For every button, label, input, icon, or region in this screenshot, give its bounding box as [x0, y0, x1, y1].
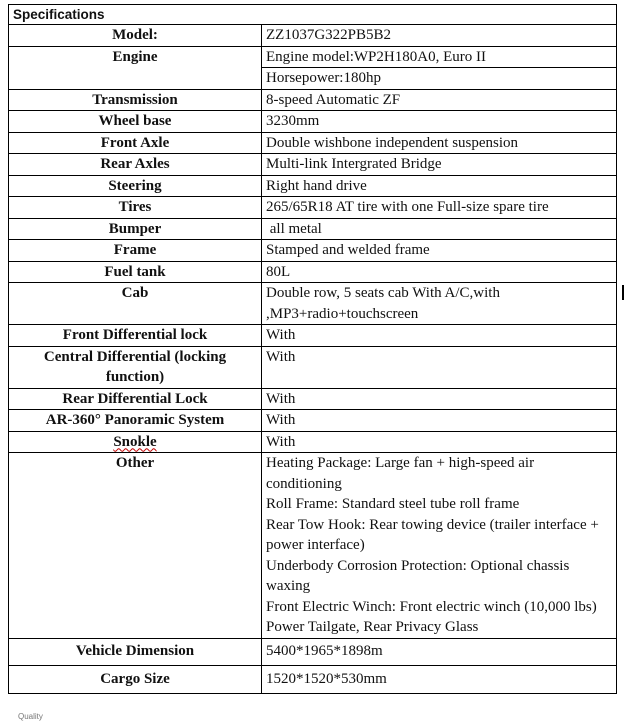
spec-label-model: Model: [9, 25, 262, 47]
spec-row-central-differential [9, 346, 617, 388]
spec-label-snokle-cell [9, 431, 262, 453]
spec-value-fuel-tank: 80L [262, 261, 617, 283]
spec-label-central-differential: Central Differential (locking function) [9, 346, 262, 388]
spec-value-central-differential: With [262, 346, 617, 388]
spec-value-engine-model: Engine model:WP2H180A0, Euro II [262, 46, 617, 68]
spec-row-front-axle [9, 132, 617, 154]
spec-row-tires [9, 197, 617, 219]
spec-label-vehicle-dimension: Vehicle Dimension [9, 638, 262, 665]
spec-label-other: Other [9, 453, 262, 639]
spec-row-fuel-tank [9, 261, 617, 283]
spec-value-front-axle: Double wishbone independent suspension [262, 132, 617, 154]
spec-row-frame [9, 240, 617, 262]
spec-value-wheel-base: 3230mm [262, 111, 617, 133]
spec-row-panoramic-system [9, 410, 617, 432]
spec-label-front-differential-lock: Front Differential lock [9, 325, 262, 347]
spec-value-transmission: 8-speed Automatic ZF [262, 89, 617, 111]
spec-value-steering: Right hand drive [262, 175, 617, 197]
spec-value-frame: Stamped and welded frame [262, 240, 617, 262]
other-item-tow-hook: Rear Tow Hook: Rear towing device (trailer interface + power interface) [266, 516, 599, 553]
spec-document [8, 4, 616, 694]
spec-value-bumper: all metal [262, 218, 617, 240]
spec-header-row [9, 5, 617, 25]
spec-value-snokle: With [262, 431, 617, 453]
spec-label-transmission: Transmission [9, 89, 262, 111]
spec-label-snokle: Snokle [113, 433, 157, 450]
spec-label-tires: Tires [9, 197, 262, 219]
spec-row-rear-axles [9, 154, 617, 176]
spec-label-cargo-size: Cargo Size [9, 665, 262, 693]
spec-table [8, 4, 617, 694]
spec-row-cab [9, 283, 617, 325]
spec-row-cargo-size [9, 665, 617, 693]
spec-label-panoramic-system: AR-360° Panoramic System [9, 410, 262, 432]
spec-label-wheel-base: Wheel base [9, 111, 262, 133]
spec-label-frame: Frame [9, 240, 262, 262]
spec-value-rear-axles: Multi-link Intergrated Bridge [262, 154, 617, 176]
spec-row-vehicle-dimension [9, 638, 617, 665]
spec-value-model: ZZ1037G322PB5B2 [262, 25, 617, 47]
other-item-corrosion: Underbody Corrosion Protection: Optional chassis waxing [266, 557, 570, 594]
spec-value-rear-differential-lock: With [262, 388, 617, 410]
spec-row-model [9, 25, 617, 47]
spec-row-steering [9, 175, 617, 197]
other-item-roll-frame: Roll Frame: Standard steel tube roll frame [266, 496, 520, 512]
spec-label-fuel-tank: Fuel tank [9, 261, 262, 283]
spec-value-cab: Double row, 5 seats cab With A/C,with ,MP3+radio+touchscreen [262, 283, 617, 325]
spec-row-transmission [9, 89, 617, 111]
other-item-tailgate: Power Tailgate, Rear Privacy Glass [266, 619, 479, 635]
spec-value-tires: 265/65R18 AT tire with one Full-size spare tire [262, 197, 617, 219]
spec-row-rear-differential-lock [9, 388, 617, 410]
spec-label-rear-differential-lock: Rear Differential Lock [9, 388, 262, 410]
spec-value-engine-horsepower: Horsepower:180hp [262, 68, 617, 90]
spec-row-front-differential-lock [9, 325, 617, 347]
spec-row-other [9, 453, 617, 639]
other-item-heating: Heating Package: Large fan + high-speed air conditioning [266, 455, 535, 492]
other-item-winch: Front Electric Winch: Front electric winch (10,000 lbs) [266, 598, 597, 615]
spec-label-bumper: Bumper [9, 218, 262, 240]
spec-value-vehicle-dimension: 5400*1965*1898m [262, 638, 617, 665]
spec-title: Specifications [9, 5, 617, 25]
spec-value-front-differential-lock: With [262, 325, 617, 347]
spec-label-front-axle: Front Axle [9, 132, 262, 154]
spec-value-other [262, 453, 617, 639]
spec-row-bumper [9, 218, 617, 240]
spec-label-steering: Steering [9, 175, 262, 197]
spec-label-engine: Engine [9, 46, 262, 89]
text-cursor-mark [622, 285, 624, 300]
spec-label-rear-axles: Rear Axles [9, 154, 262, 176]
spec-row-snokle [9, 431, 617, 453]
spec-row-engine-model [9, 46, 617, 68]
spec-label-cab: Cab [9, 283, 262, 325]
spec-row-wheel-base [9, 111, 617, 133]
spec-value-panoramic-system: With [262, 410, 617, 432]
footer-text: Quality [18, 712, 43, 721]
spec-value-cargo-size: 1520*1520*530mm [262, 665, 617, 693]
